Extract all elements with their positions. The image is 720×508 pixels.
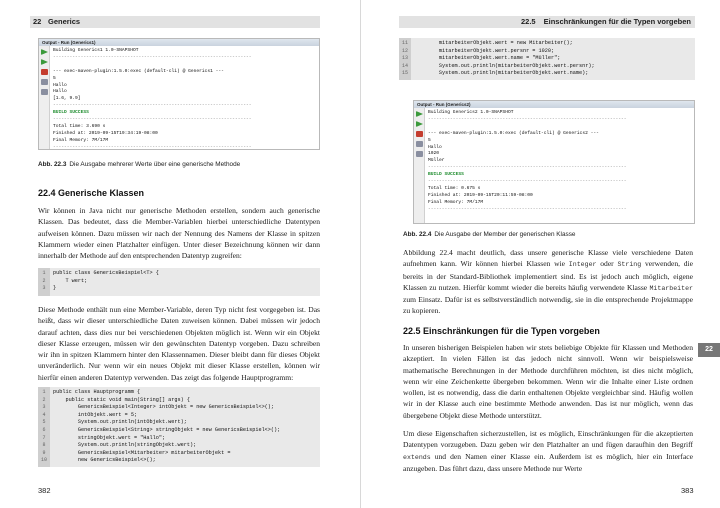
output-line: ------------------------------------------------------------------------: [53, 144, 252, 150]
output-line: 5: [428, 137, 431, 143]
line-number: 3: [42, 404, 46, 411]
rerun-icon[interactable]: [41, 59, 48, 65]
output-line: --- exec-maven-plugin:1.5.0:exec (default-cli) @ Generics2 ---: [428, 130, 599, 136]
line-number: 13: [401, 55, 408, 62]
output-line: Hallo: [53, 82, 67, 88]
output-line: ------------------------------------------------------------------------: [428, 116, 627, 122]
code-line: System.out.println(mitarbeiterObjekt.wert.persnr);: [414, 62, 595, 69]
paragraph: [403, 247, 693, 317]
stop-icon[interactable]: [416, 131, 423, 137]
code-text: [53, 389, 318, 465]
output-text: [53, 48, 316, 150]
code-line: public static void main(String[] args) {: [53, 396, 190, 403]
section-title: Einschränkungen für die Typen vorgeben: [543, 17, 691, 26]
code-block-continued: [399, 38, 695, 80]
line-numbers: [38, 387, 50, 467]
page-number: 383: [681, 486, 694, 495]
output-line: Total time: 3.690 s: [53, 123, 106, 129]
output-line: ------------------------------------------------------------------------: [428, 206, 627, 212]
section-number: 22.5: [521, 17, 536, 26]
line-number: 2: [42, 277, 46, 284]
figure-caption: [38, 160, 320, 169]
output-line: --- exec-maven-plugin:1.5.0:exec (default-cli) @ Generics1 ---: [53, 68, 224, 74]
code-line: }: [53, 285, 57, 292]
figure-label: Abb. 22.3: [38, 161, 67, 168]
code-line: System.out.println(mitarbeiterObjekt.wert.name);: [414, 70, 589, 77]
output-line: 1020: [428, 151, 440, 157]
output-line: Building Generics1 1.0-SNAPSHOT: [53, 48, 139, 53]
line-number: 10: [40, 457, 47, 464]
rerun-icon[interactable]: [416, 121, 423, 127]
output-line: Final Memory: 7M/17M: [428, 199, 484, 205]
output-line: Finished at: 2019-09-15T19:34:19-08:00: [53, 130, 158, 136]
text-run: Abbildung 22.4 macht deutlich, dass unsere generische Klasse viele verschiedene Daten aufnehmen kann. Wir können hierbei Klassen wie: [403, 248, 693, 269]
settings-icon[interactable]: [41, 79, 48, 85]
output-line: [428, 124, 691, 131]
line-number: 4: [42, 411, 46, 418]
code-line: GenericsBeispiel<Mitarbeiter> mitarbeiterObjekt =: [53, 449, 231, 456]
output-toolbar: [414, 108, 425, 223]
paragraph: In unseren bisherigen Beispielen haben wir stets beliebige Objekte für Klassen und Methoden akzeptiert. In vielen Fällen ist das jedoch nicht sinnvoll. Wenn wir beispielsweise mathematische Berechnungen in der Methode durchführen möchten, ist dies nicht möglich, wenn wir eine Zeichenkette übergeben bekommen. Wenn wir die Inhalte einer Liste ordnen wollen, ist es notwendig, dass die darin enthaltenen Objekte vergleichbar sind. Häufig wollen wir in der Klasse auch eine bestimmte Methode anwenden. Das ist nur möglich, wenn das übergebene Objekt diese Methode unterstützt.: [403, 343, 693, 420]
figure-label: Abb. 22.4: [403, 231, 432, 238]
output-toolbar: [39, 46, 50, 149]
line-number: 2: [42, 396, 46, 403]
output-line: Hallo: [53, 89, 67, 95]
code-line: System.out.println(intObjekt.wert);: [53, 419, 187, 426]
section-title: Einschränkungen für die Typen vorgeben: [423, 326, 600, 336]
code-line: stringObjekt.wert = "Hallo";: [53, 434, 166, 441]
line-number: 11: [401, 40, 408, 46]
code-line: System.out.println(stringObjekt.wert);: [53, 442, 197, 449]
run-icon[interactable]: [416, 111, 423, 117]
output-line: Building Generics2 1.0-SNAPSHOT: [428, 110, 514, 115]
line-number: 1: [42, 270, 46, 276]
output-line: BUILD SUCCESS: [428, 172, 464, 178]
section-heading: [38, 188, 144, 198]
output-line: [53, 62, 316, 69]
text-run: zum Einsatz. Dafür ist es selbstverständlich notwendig, sie in die entsprechende Projektmappe zu kopieren.: [403, 295, 693, 316]
chapter-title: Generics: [48, 17, 81, 26]
code-line: mitarbeiterObjekt.wert.persnr = 1020;: [414, 47, 555, 54]
output-line: BUILD SUCCESS: [53, 110, 89, 116]
stop-icon[interactable]: [41, 69, 48, 75]
page-number: 382: [38, 486, 51, 495]
line-number: 6: [42, 426, 46, 433]
run-icon[interactable]: [41, 49, 48, 55]
line-number: 14: [401, 62, 408, 69]
code-line: public class GenericsBeispiel<T> {: [53, 270, 159, 276]
code-line: new GenericsBeispiel<>();: [53, 457, 156, 464]
section-number: 22.5: [403, 326, 421, 336]
output-text: [428, 110, 691, 221]
code-line: GenericsBeispiel<String> stringObjekt = new GenericsBeispiel<>();: [53, 426, 281, 433]
inline-code: Mitarbeiter: [649, 284, 693, 292]
text-run: Um diese Eigenschaften sicherzustellen, ist es möglich, Einschränkungen für die akzeptierten Datentypen vorzugeben. Dazu geben wir den Platzhalter an und fügen daraufhin den Begriff: [403, 429, 693, 450]
output-line: ------------------------------------------------------------------------: [428, 179, 627, 185]
line-number: 7: [42, 434, 46, 441]
code-line: T wert;: [53, 277, 88, 284]
line-number: 1: [42, 389, 46, 395]
output-window-title: Output - Run (Generics2): [414, 101, 694, 108]
figure-caption: [403, 230, 693, 239]
output-line: Finished at: 2019-09-15T20:11:59-08:00: [428, 192, 533, 198]
inline-code: extends: [403, 453, 431, 461]
line-number: 9: [42, 449, 46, 456]
code-text: [414, 40, 693, 78]
clear-output-icon[interactable]: [41, 89, 48, 95]
output-line: ------------------------------------------------------------------------: [428, 165, 627, 171]
running-header-right: [399, 16, 695, 28]
running-header-left: [30, 16, 320, 28]
section-number: 22.4: [38, 188, 56, 198]
inline-code: Integer: [568, 261, 597, 269]
paragraph: Wir können in Java nicht nur generische Methoden erstellen, sondern auch generische Klassen. Das bedeutet, dass die Member-Variablen hierbei unterschiedliche Datentypen aufweisen können. Dazu müssen wir nach der Nennung des Namens der Klasse in spitzen Klammern wieder einen Platzhalter einfügen. Unter dieser Bezeichnung können wir dann innerhalb der Methode auf den entsprechenden Datentyp zugreifen:: [38, 206, 320, 261]
text-run: und den Namen einer Klasse ein. Außerdem ist es möglich, hier ein Interface anzugeben. Das führt dazu, dass unsere Methode nur Werte: [403, 451, 693, 473]
output-line: Total time: 0.675 s: [428, 185, 481, 191]
output-window-2: [413, 100, 695, 224]
output-window-1: [38, 38, 320, 150]
code-block-class: [38, 268, 320, 296]
right-page: [360, 0, 720, 508]
chapter-number: 22: [33, 17, 42, 26]
chapter-tab: 22: [698, 343, 720, 357]
code-line: mitarbeiterObjekt.wert = new Mitarbeiter();: [414, 40, 573, 46]
clear-output-icon[interactable]: [416, 151, 423, 157]
code-line: mitarbeiterObjekt.wert.name = "Müller";: [414, 55, 561, 62]
output-line: ------------------------------------------------------------------------: [53, 54, 252, 60]
paragraph: [403, 428, 693, 474]
line-numbers: [38, 268, 50, 296]
line-number: 8: [42, 442, 46, 449]
output-line: Hallo: [428, 144, 442, 150]
line-number: 12: [401, 47, 408, 54]
code-line: intObjekt.wert = 5;: [53, 411, 138, 418]
inline-code: String: [617, 261, 642, 269]
output-line: 5: [53, 75, 56, 81]
figure-caption-text: Die Ausgabe mehrerer Werte über eine generische Methode: [69, 161, 241, 168]
output-line: Müller: [428, 158, 445, 164]
text-run: oder: [596, 259, 618, 269]
output-window-title: Output - Run (Generics1): [39, 39, 319, 46]
text-run: verwenden, die bereits in der Standard-Bibliothek implementiert sind. Es ist jedoch auch möglich, eigene Klassen zu nutzen. Hierfür kommt wieder die bereits häufig verwendete Klasse: [403, 259, 693, 292]
code-text: [53, 270, 318, 293]
line-number: 3: [42, 285, 46, 292]
output-line: Final Memory: 7M/17M: [53, 137, 109, 143]
settings-icon[interactable]: [416, 141, 423, 147]
code-line: public class Hauptprogramm {: [53, 389, 141, 395]
paragraph: Diese Methode enthält nun eine Member-Variable, deren Typ nicht fest vorgegeben ist. Das heißt, dass wir dieser unterschiedliche Daten zuweisen können. Dabei müssen wir jedoch darauf achten, dass dies nur bei verschiedenen Objekten möglich ist. Wenn wir ein Objekt dieser Klasse erzeugen, müssen wir den gewünschten Datentyp vorgeben. Dazu schreiben wir ihn in spitzen Klammern hinter den Klassennamen. Dieser bleibt dann für dieses Objekt unveränderlich. Nur wenn wir ein neues Objekt mit dieser Klasse erstellen, können wir hierfür einen anderen Datentyp verwenden. Das zeigt das folgende Hauptprogramm:: [38, 305, 320, 382]
section-title: Generische Klassen: [58, 188, 145, 198]
output-line: ------------------------------------------------------------------------: [53, 103, 252, 109]
output-line: [1.6, 9.9]: [53, 96, 81, 102]
code-block-main: [38, 387, 320, 467]
output-line: ------------------------------------------------------------------------: [53, 117, 252, 123]
code-line: GenericsBeispiel<Integer> intObjekt = new GenericsBeispiel<>();: [53, 404, 275, 411]
line-number: 5: [42, 419, 46, 426]
line-numbers: [399, 38, 411, 80]
figure-caption-text: Die Ausgabe der Member der generischen Klasse: [434, 231, 576, 238]
line-number: 15: [401, 70, 408, 77]
section-heading: [403, 326, 600, 336]
